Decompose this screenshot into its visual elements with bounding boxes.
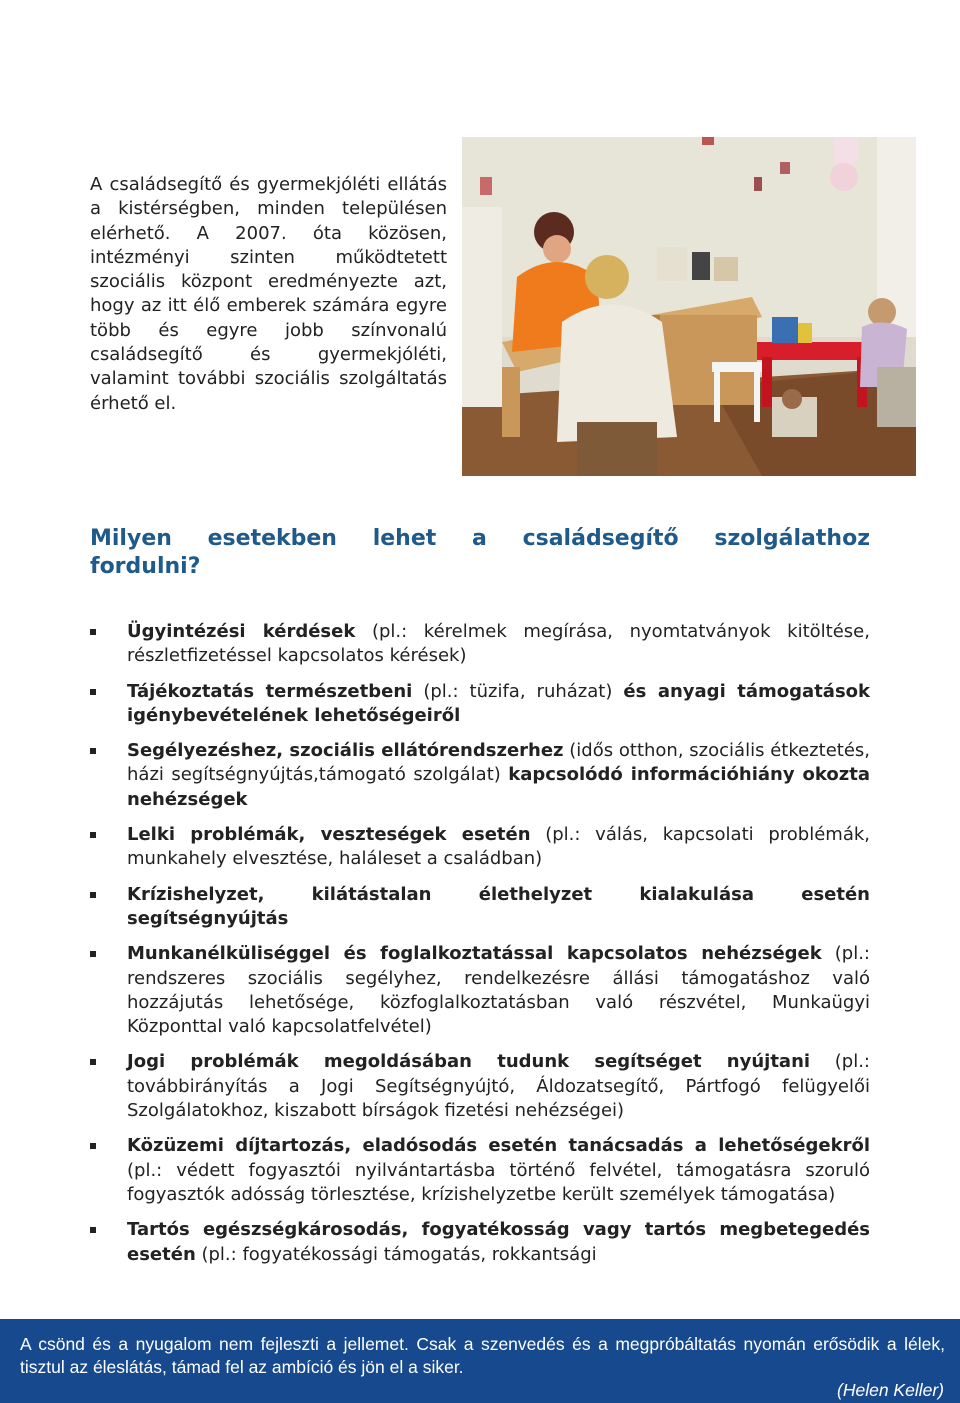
- item-bold: Tájékoztatás természetbeni: [127, 680, 413, 702]
- bullet-icon: [90, 951, 96, 957]
- item-bold: Ügyintézési kérdések: [127, 621, 356, 642]
- office-photo: [462, 137, 916, 476]
- item-bold: Közüzemi díjtartozás, eladósodás esetén tanácsadás a lehetőségekről: [127, 1135, 870, 1157]
- office-photo-illustration: [462, 137, 916, 476]
- item-bold: Tartós egészségkárosodás, fogyatékosság vagy tartós megbetegedés esetén: [127, 1219, 870, 1265]
- item-bold-2: kapcsolódó információhiány okozta nehézségek: [127, 764, 870, 810]
- list-item: [90, 680, 870, 729]
- list-item: [90, 1134, 870, 1207]
- item-text: (pl.: fogyatékossági támogatás, rokkantsági: [195, 1243, 597, 1265]
- list-item: [90, 1218, 870, 1267]
- bullet-icon: [90, 832, 96, 838]
- item-text: (pl.: védett fogyasztói nyilvántartásba történő felvétel, támogatásra szoruló fogyasztók adósság törlesztése, krízishelyzetbe került személyek támogatása): [127, 1159, 870, 1205]
- list-item: [90, 620, 870, 669]
- case-list: [90, 620, 870, 1278]
- item-text: (pl.: továbbirányítás a Jogi Segítségnyújtó, Áldozatsegítő, Pártfogó felügyelői Szolgálatokhoz, kiszabott bírságok fizetési nehézségei): [127, 1051, 870, 1122]
- quote-footer: [0, 1319, 960, 1403]
- item-bold: Jogi problémák megoldásában tudunk segítséget nyújtani: [127, 1051, 811, 1073]
- bullet-icon: [90, 1143, 96, 1149]
- item-bold: Munkanélküliséggel és foglalkoztatással kapcsolatos nehézségek: [127, 943, 822, 965]
- bullet-icon: [90, 892, 96, 898]
- list-item: [90, 1050, 870, 1123]
- intro-paragraph: A családsegítő és gyermekjóléti ellátás a kistérségben, minden településen elérhető. A 2007. óta közösen, intézményi szinten működtetett szociális központ eredményezte azt, hogy az itt élő emberek számára egyre több és egyre jobb színvonalú családsegítő és gyermekjóléti, valamint további szociális szolgáltatás érhető el.: [90, 174, 447, 414]
- bullet-icon: [90, 1227, 96, 1233]
- list-item: [90, 942, 870, 1039]
- section-heading: Milyen esetekben lehet a családsegítő szolgálathoz fordulni?: [90, 526, 870, 579]
- item-bold-2: és anyagi támogatások igénybevételének lehetőségeiről: [127, 680, 870, 726]
- footer-quote: A csönd és a nyugalom nem fejleszti a jellemet. Csak a szenvedés és a megpróbáltatás nyomán erősödik a lélek, tisztul az éleslátás, támad fel az ambíció és jön el a siker.: [20, 1334, 945, 1377]
- item-bold: Segélyezéshez, szociális ellátórendszerhez: [127, 740, 564, 762]
- item-text: (idős otthon, szociális étkeztetés, házi segítségnyújtás,támogató szolgálat): [127, 740, 870, 786]
- bullet-icon: [90, 748, 96, 754]
- list-item: [90, 823, 870, 872]
- item-bold: Krízishelyzet, kilátástalan élethelyzet kialakulása esetén segítségnyújtás: [127, 883, 870, 929]
- bullet-icon: [90, 1059, 96, 1065]
- item-text: (pl.: rendszeres szociális segélyhez, rendelkezésre állási támogatáshoz való hozzájutás lehetősége, közfoglalkoztatásban való részvétel, Munkaügyi Központtal való kapcsolatfelvétel): [127, 943, 870, 1038]
- item-text: (pl.: válás, kapcsolati problémák, munkahely elvesztése, haláleset a családban): [127, 824, 870, 870]
- list-item: [90, 739, 870, 812]
- bullet-icon: [90, 689, 96, 695]
- item-bold: Lelki problémák, veszteségek esetén: [127, 824, 531, 846]
- bullet-icon: [90, 629, 96, 635]
- list-item: [90, 883, 870, 932]
- footer-author: (Helen Keller): [837, 1380, 944, 1400]
- item-text: (pl.: tüzifa, ruházat): [412, 680, 624, 702]
- item-text: (pl.: kérelmek megírása, nyomtatványok kitöltése, részletfizetéssel kapcsolatos kérések): [127, 621, 870, 667]
